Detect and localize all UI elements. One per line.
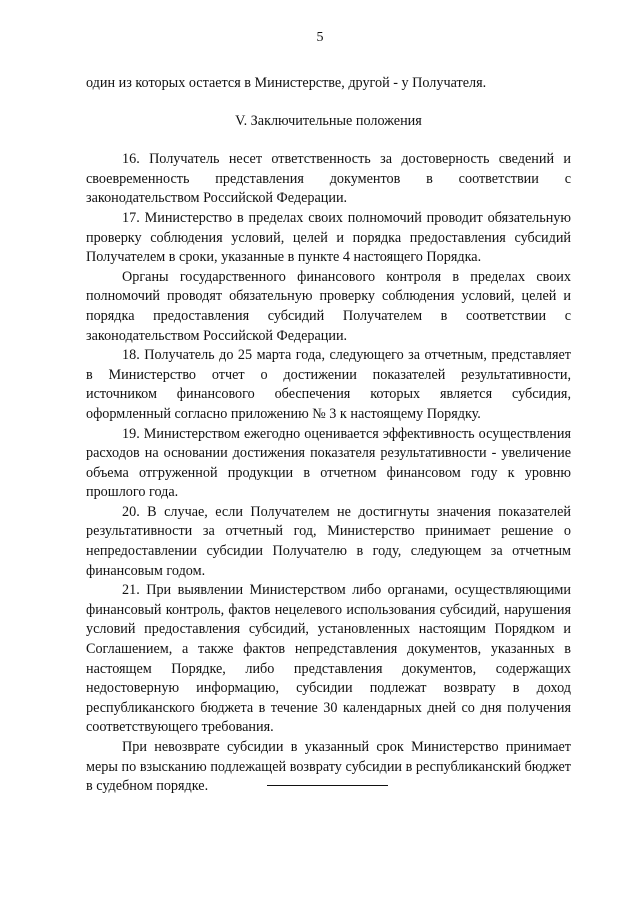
paragraph-17: 17. Министерство в пределах своих полномочий проводит обязательную проверку соблюдения условий, целей и порядка предоставления субсидий Получателем в сроки, указанные в пункте 4 настоящего Порядка. xyxy=(86,209,571,266)
document-body xyxy=(86,74,571,797)
paragraph-18: 18. Получатель до 25 марта года, следующего за отчетным, представляет в Министерство отчет о достижении показателей результативности, источником финансового обеспечения которых является субсидия, оформленный согласно приложению № 3 к настоящему Порядку. xyxy=(86,347,571,422)
paragraph-21-non-return: При невозврате субсидии в указанный срок Министерство принимает меры по взысканию подлежащей возврату субсидии в республиканский бюджет в судебном порядке. xyxy=(86,739,571,795)
paragraph-19: 19. Министерством ежегодно оценивается эффективность осуществления расходов на основании достижения показателя результативности - увеличение объема отгруженной продукции в отчетном финансовом году к уровню прошлого года. xyxy=(86,425,571,501)
section-heading: V. Заключительные положения xyxy=(235,112,422,129)
page-number: 5 xyxy=(316,30,324,45)
paragraph-21: 21. При выявлении Министерством либо органами, осуществляющими финансовый контроль, фактов нецелевого использования субсидий, нарушения условий предоставления субсидий, установленных настоящим Порядком и Соглашением, а также фактов непредставления документов, указанных в настоящем Порядке, либо представления документов, содержащих недостоверную информацию, субсидии подлежат возврату в доход республиканского бюджета в течение 30 календарных дней со дня получения соответствующего требования. xyxy=(86,582,571,736)
end-divider xyxy=(267,785,388,786)
paragraph-20: 20. В случае, если Получателем не достигнуты значения показателей результативности за отчетный год, Министерство принимает решение о непредоставлении субсидии Получателю в году, следующем за отчетным финансовым годом. xyxy=(86,503,571,579)
paragraph-16: 16. Получатель несет ответственность за достоверность сведений и своевременность представления документов в соответствии с законодательством Российской Федерации. xyxy=(86,151,571,207)
paragraph-17-control-bodies: Органы государственного финансового контроля в пределах своих полномочий проводят обязательную проверку соблюдения условий, целей и порядка предоставления субсидий Получателем в соответствии с законодательством Российской Федерации. xyxy=(86,268,571,344)
continuation-line: один из которых остается в Министерстве, другой - у Получателя. xyxy=(86,75,487,91)
